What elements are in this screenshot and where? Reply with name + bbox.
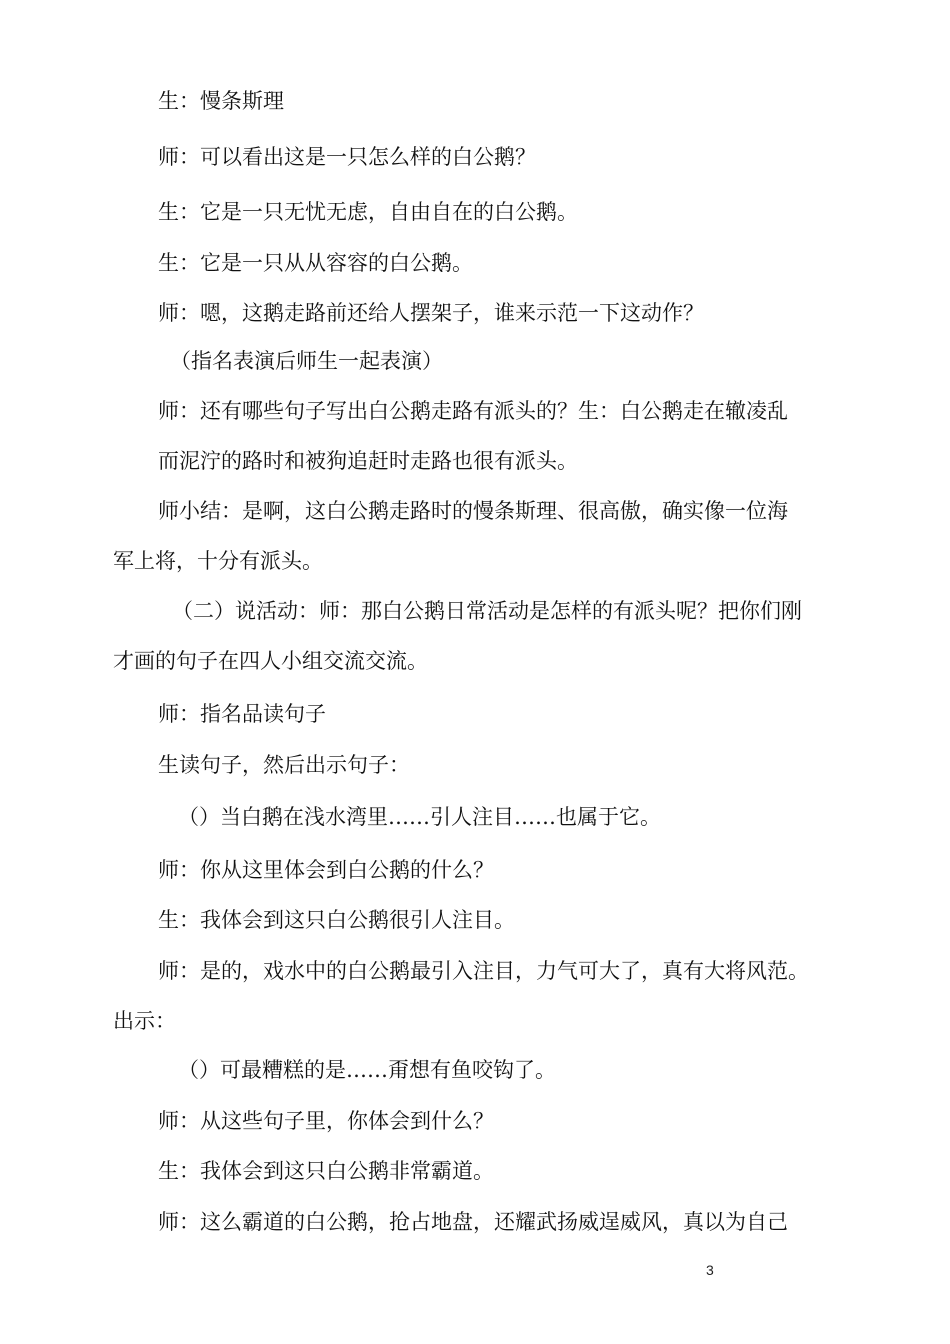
- text-line: （）当白鹅在浅水湾里……引人注目……也属于它。: [178, 805, 661, 829]
- text-line: 师：指名品读句子: [158, 702, 326, 726]
- text-line: 生：我体会到这只白公鹅很引人注目。: [158, 908, 515, 932]
- text-line: 生：慢条斯理: [158, 89, 284, 113]
- text-line: 出示：: [113, 1009, 176, 1033]
- text-line: 师：从这些句子里，你体会到什么？: [158, 1109, 494, 1133]
- text-line: 生：它是一只从从容容的白公鹅。: [158, 251, 473, 275]
- text-line: 师：你从这里体会到白公鹅的什么？: [158, 858, 494, 882]
- text-line: 而泥泞的路时和被狗追赶时走路也很有派头。: [158, 449, 578, 473]
- text-line: 师：是的，戏水中的白公鹅最引入注目，力气可大了，真有大将风范。: [158, 959, 809, 983]
- text-line: 生：它是一只无忧无虑，自由自在的白公鹅。: [158, 200, 578, 224]
- text-line: 才画的句子在四人小组交流交流。: [113, 649, 428, 673]
- text-line: 师：嗯，这鹅走路前还给人摆架子，谁来示范一下这动作？: [158, 301, 704, 325]
- text-line: （）可最糟糕的是……甭想有鱼咬钩了。: [178, 1058, 556, 1082]
- text-line: 军上将，十分有派头。: [113, 549, 323, 573]
- text-line: 师小结：是啊，这白公鹅走路时的慢条斯理、很高傲，确实像一位海: [158, 499, 788, 523]
- text-line: 生读句子，然后出示句子：: [158, 753, 410, 777]
- text-line: 师：还有哪些句子写出白公鹅走路有派头的？生：白公鹅走在辙凌乱: [158, 399, 788, 423]
- text-line: 生：我体会到这只白公鹅非常霸道。: [158, 1159, 494, 1183]
- text-line: 师：这么霸道的白公鹅，抢占地盘，还耀武扬威逞威风，真以为自己: [158, 1210, 788, 1234]
- text-line: 师：可以看出这是一只怎么样的白公鹅？: [158, 145, 536, 169]
- text-line: （二）说活动：师：那白公鹅日常活动是怎样的有派头呢？把你们刚: [172, 599, 802, 623]
- text-line: （指名表演后师生一起表演）: [170, 349, 443, 373]
- page-number: 3: [706, 1262, 714, 1278]
